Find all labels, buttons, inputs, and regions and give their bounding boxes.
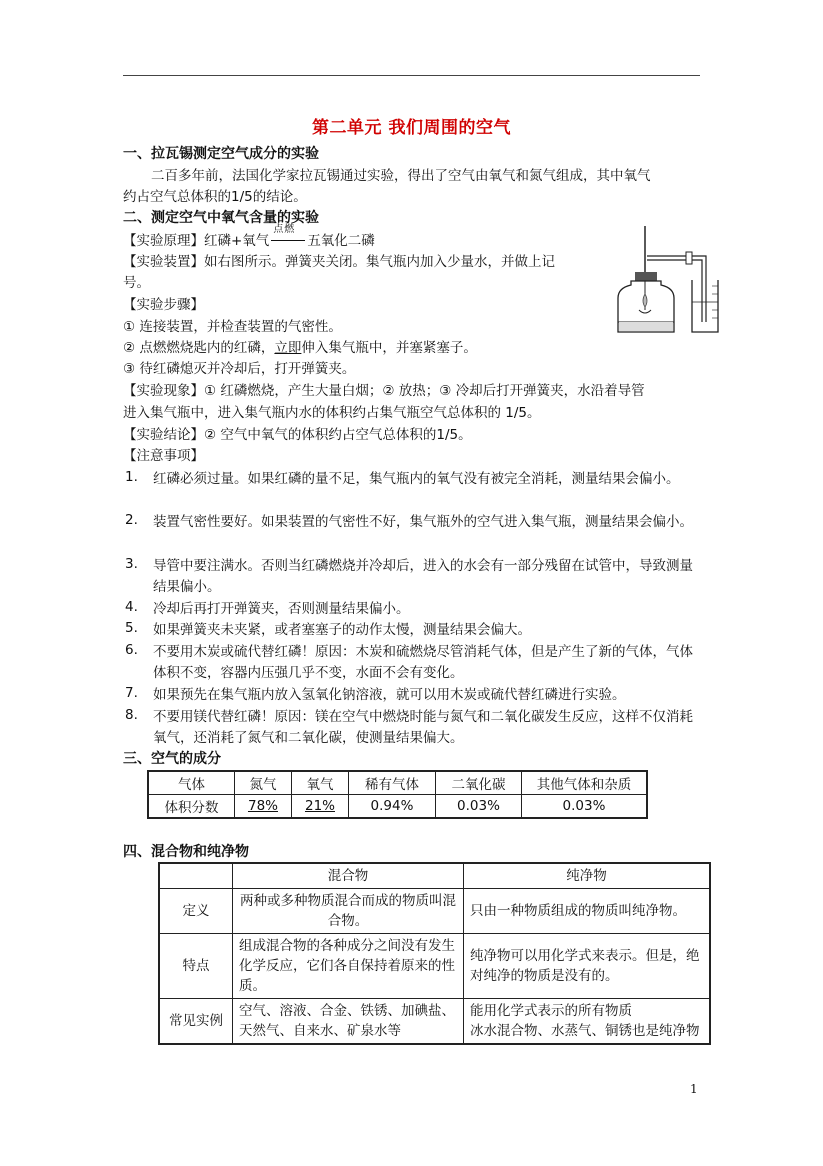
note-text: 不要用木炭或硫代替红磷！原因：木炭和硫燃烧尽管消耗气体，但是产生了新的气体，气体体积不变，容器内压强几乎不变，水面不会有变化。	[153, 644, 693, 681]
table-cell: 0.03%	[522, 795, 648, 819]
arrow-line	[271, 240, 305, 241]
note-text: 导管中要注满水。否则当红磷燃烧并冷却后，进入的水会有一部分残留在试管中，导致测量结果偏小。	[153, 558, 693, 595]
table-cell: 定义	[159, 889, 233, 934]
section-1-heading: 一、拉瓦锡测定空气成分的实验	[123, 146, 319, 162]
table-cell	[159, 863, 233, 889]
table-cell: 气体	[148, 771, 235, 795]
principle-line	[123, 224, 375, 251]
note-number: 3.	[125, 556, 138, 572]
reaction-arrow	[269, 224, 307, 251]
principle-label: 【实验原理】红磷+氧气	[123, 233, 270, 249]
table-cell: 体积分数	[148, 795, 235, 819]
note-text: 不要用镁代替红磷！原因：镁在空气中燃烧时能与氮气和二氧化碳发生反应，这样不仅消耗氧气，还消耗了氮气和二氧化碳，使测量结果偏大。	[153, 709, 693, 746]
table-cell	[464, 999, 711, 1045]
note-text: 冷却后再打开弹簧夹，否则测量结果偏小。	[153, 601, 410, 617]
table-cell: 两种或多种物质混合而成的物质叫混合物。	[233, 889, 464, 934]
table-cell: 常见实例	[159, 999, 233, 1045]
table-row	[159, 934, 710, 999]
note-text: 装置气密性要好。如果装置的气密性不好，集气瓶外的空气进入集气瓶，测量结果会偏小。	[153, 514, 693, 530]
note-number: 7.	[125, 685, 138, 701]
apparatus-diagram	[608, 222, 720, 340]
step-1: ① 连接装置，并检查装置的气密性。	[123, 319, 342, 335]
air-composition-table	[147, 770, 648, 819]
note-number: 8.	[125, 707, 138, 723]
principle-product: 五氧化二磷	[307, 233, 375, 249]
table-row	[159, 999, 710, 1045]
notes-label: 【注意事项】	[123, 448, 204, 464]
apparatus-line2: 号。	[123, 275, 150, 291]
pure-example-line1: 能用化学式表示的所有物质	[470, 1003, 632, 1019]
note-number: 6.	[125, 642, 138, 658]
table-cell: 空气、溶液、合金、铁锈、加碘盐、天然气、自来水、矿泉水等	[233, 999, 464, 1045]
table-cell: 其他气体和杂质	[522, 771, 648, 795]
section-1-para-line2: 约占空气总体积的1/5的结论。	[123, 189, 307, 205]
table-cell: 二氧化碳	[436, 771, 522, 795]
table-cell: 混合物	[233, 863, 464, 889]
table-row	[148, 795, 647, 819]
section-2-heading: 二、测定空气中氧气含量的实验	[123, 210, 319, 226]
table-cell: 纯净物可以用化学式来表示。但是，绝对纯净的物质是没有的。	[464, 934, 711, 999]
section-4-heading: 四、混合物和纯净物	[123, 844, 249, 860]
section-3-heading: 三、空气的成分	[123, 751, 221, 767]
header-rule	[123, 75, 700, 76]
table-row	[159, 863, 710, 889]
table-cell: 氮气	[235, 771, 292, 795]
table-cell: 78%	[235, 795, 292, 819]
phenomena-line1: 【实验现象】① 红磷燃烧，产生大量白烟；② 放热；③ 冷却后打开弹簧夹，水沿着导管	[123, 383, 645, 399]
page-title: 第二单元 我们周围的空气	[312, 118, 511, 138]
table-cell: 只由一种物质组成的物质叫纯净物。	[464, 889, 711, 934]
table-cell: 特点	[159, 934, 233, 999]
mixture-pure-table	[158, 862, 711, 1045]
step-3: ③ 待红磷熄灭并冷却后，打开弹簧夹。	[123, 361, 356, 377]
note-number: 2.	[125, 512, 138, 528]
apparatus-line1: 【实验装置】如右图所示。弹簧夹关闭。集气瓶内加入少量水，并做上记	[123, 254, 555, 270]
conclusion: 【实验结论】② 空气中氧气的体积约占空气总体积的1/5。	[123, 427, 472, 443]
note-number: 5.	[125, 620, 138, 636]
table-row	[148, 771, 647, 795]
pure-example-line2: 冰水混合物、水蒸气、铜锈也是纯净物	[470, 1023, 700, 1039]
table-cell: 组成混合物的各种成分之间没有发生化学反应，它们各自保持着原来的性质。	[233, 934, 464, 999]
table-row	[159, 889, 710, 934]
note-number: 4.	[125, 599, 138, 615]
page-number: 1	[690, 1082, 698, 1096]
phenomena-line2: 进入集气瓶中，进入集气瓶内水的体积约占集气瓶空气总体积的 1/5。	[123, 405, 541, 421]
table-cell: 0.94%	[349, 795, 436, 819]
section-1-para-line1: 二百多年前，法国化学家拉瓦锡通过实验，得出了空气由氧气和氮气组成，其中氧气	[151, 168, 651, 184]
note-text: 如果预先在集气瓶内放入氢氧化钠溶液，就可以用木炭或硫代替红磷进行实验。	[153, 687, 626, 703]
step-2-part-b: 伸入集气瓶中，并塞紧塞子。	[301, 340, 477, 356]
step-2	[123, 338, 477, 358]
reaction-condition: 点燃	[273, 224, 296, 235]
note-text: 红磷必须过量。如果红磷的量不足，集气瓶内的氧气没有被完全消耗，测量结果会偏小。	[153, 471, 680, 487]
table-cell: 0.03%	[436, 795, 522, 819]
step-2-underlined: 立即	[274, 340, 302, 356]
table-cell: 纯净物	[464, 863, 711, 889]
table-cell: 21%	[292, 795, 349, 819]
step-2-part-a: ② 点燃燃烧匙内的红磷，	[123, 340, 275, 356]
table-cell: 稀有气体	[349, 771, 436, 795]
note-number: 1.	[125, 469, 138, 485]
steps-label: 【实验步骤】	[123, 297, 204, 313]
table-cell: 氧气	[292, 771, 349, 795]
note-text: 如果弹簧夹未夹紧，或者塞塞子的动作太慢，测量结果会偏大。	[153, 622, 531, 638]
